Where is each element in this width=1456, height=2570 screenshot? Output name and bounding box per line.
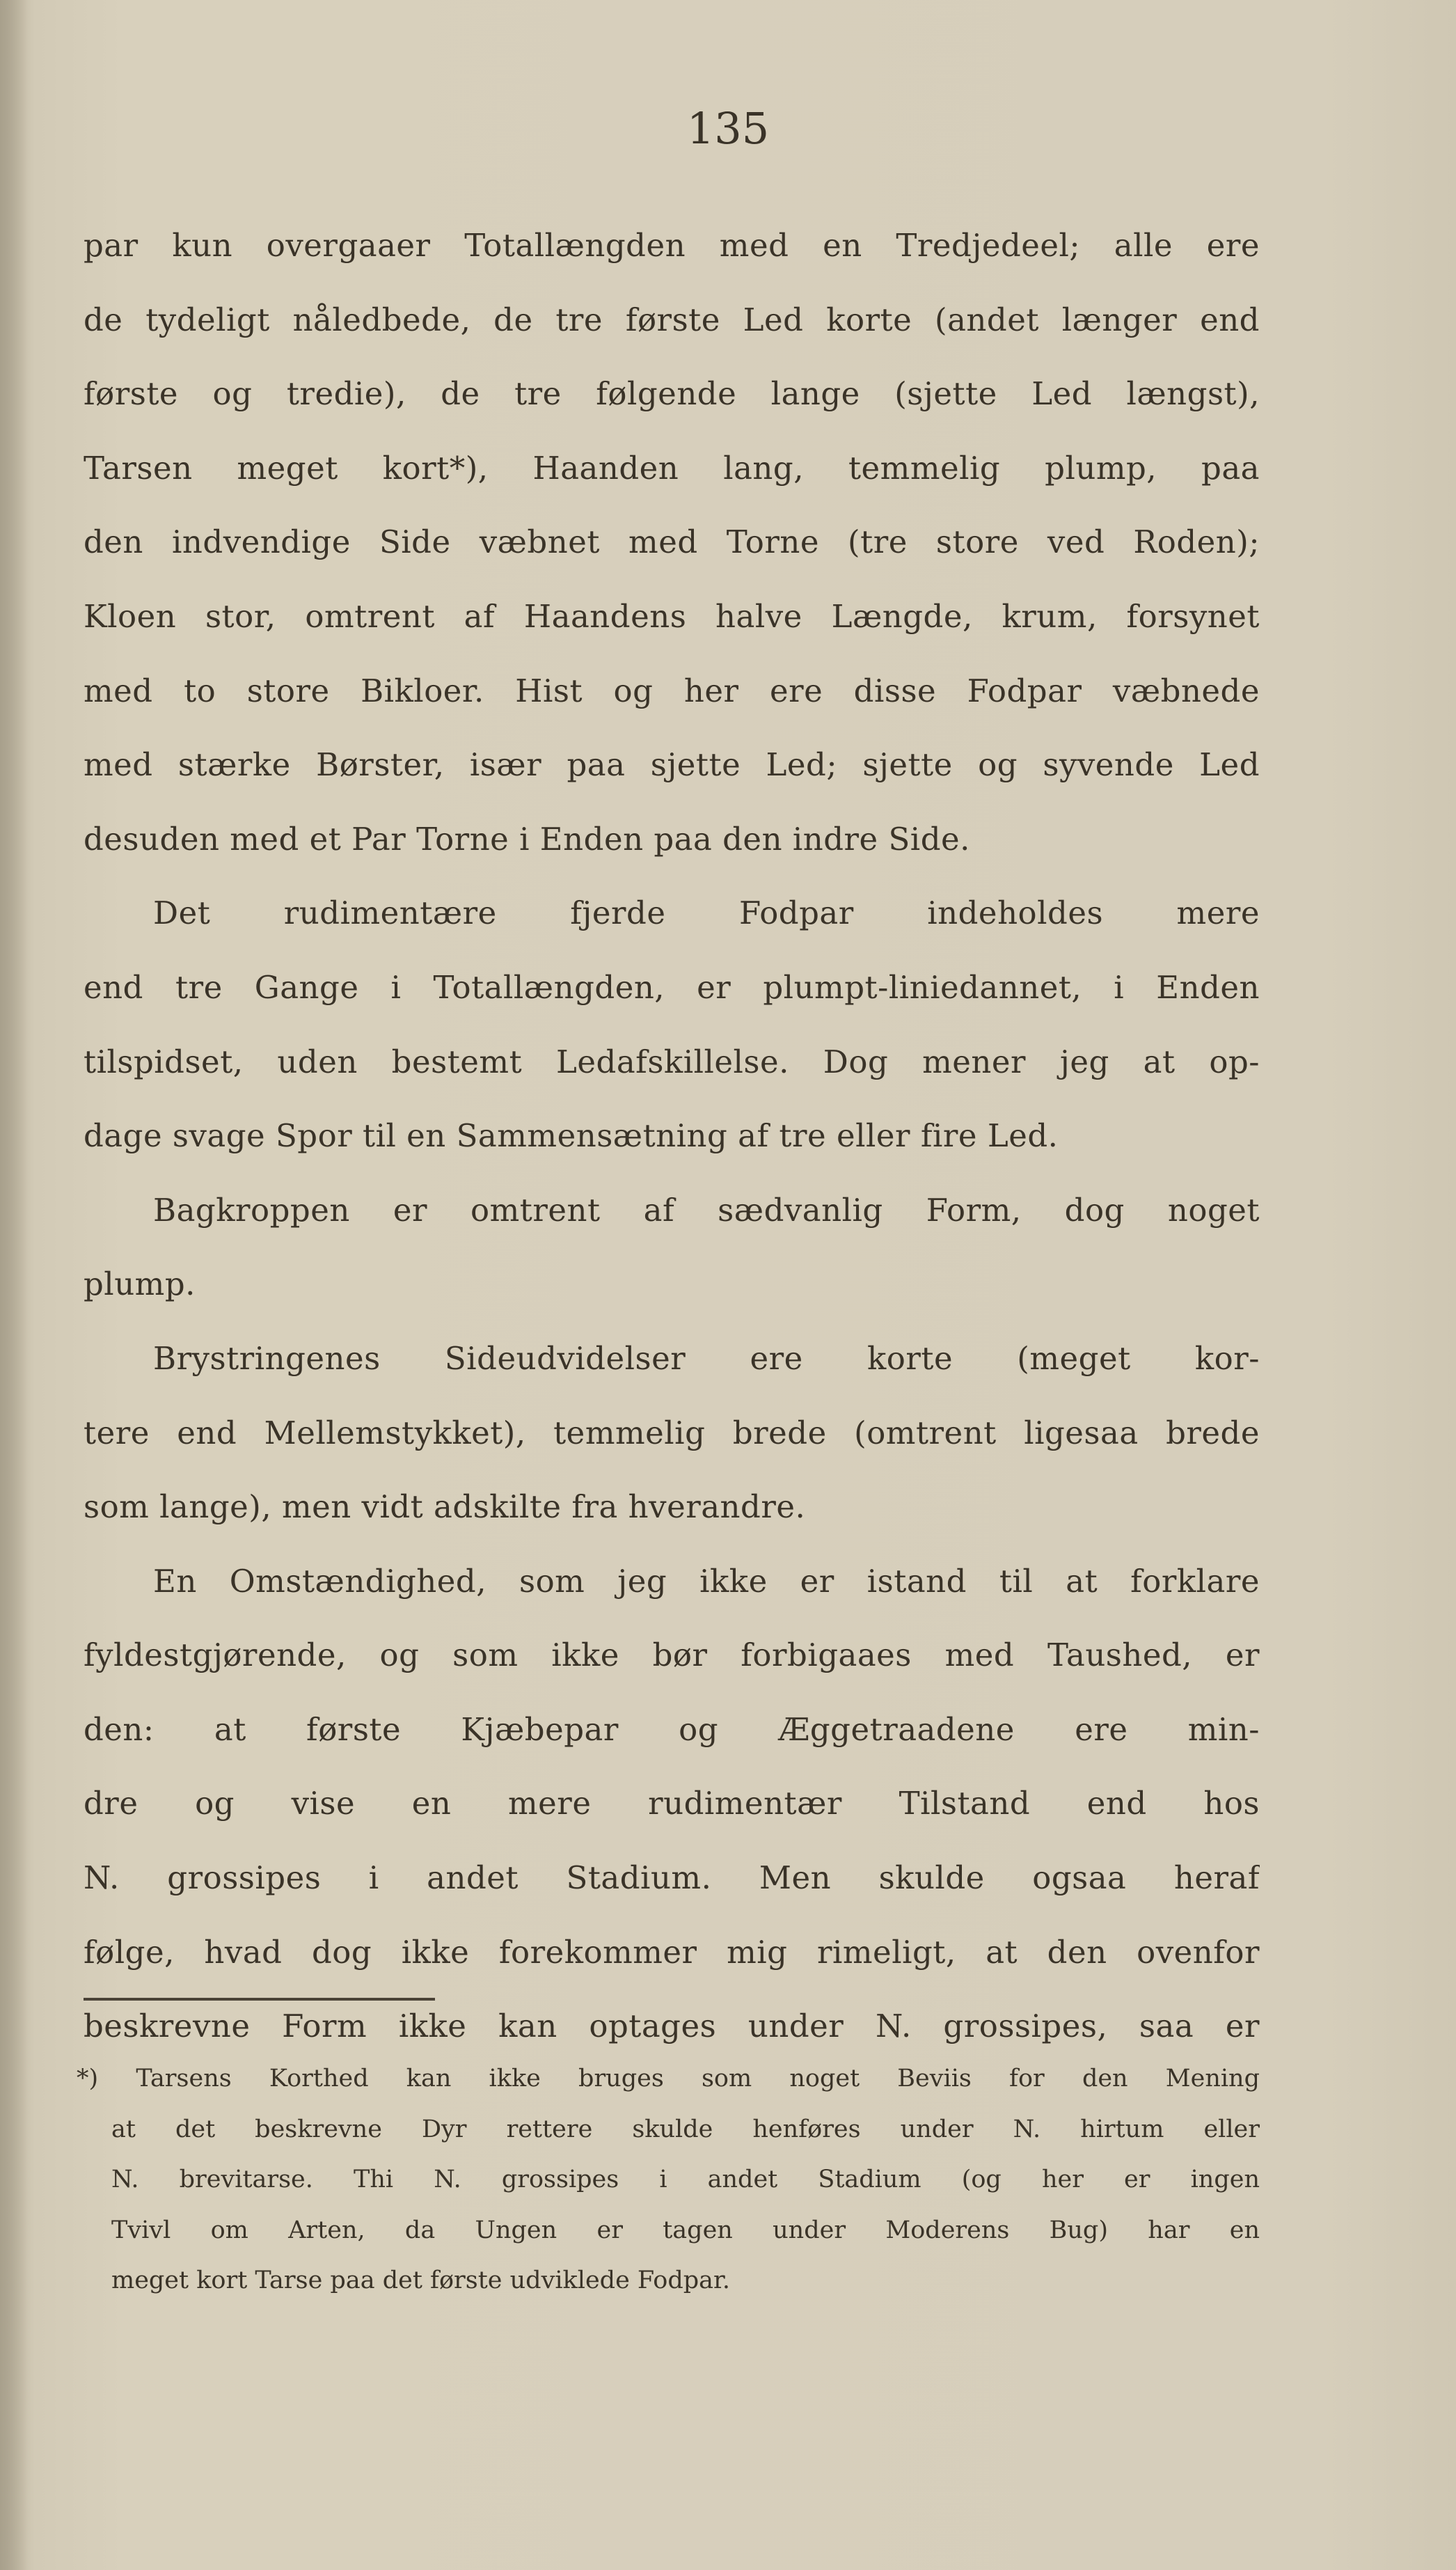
text-line: par kun overgaaer Totallængden med en Tredjedeel; alle ere xyxy=(84,227,1260,264)
text-line: Kloen stor, omtrent af Haandens halve Længde, krum, forsynet xyxy=(84,597,1260,635)
footnote-line: N. brevitarse. Thi N. grossipes i andet Stadium (og her er ingen xyxy=(111,2166,1260,2193)
text-line: Bagkroppen er omtrent af sædvanlig Form, dog noget xyxy=(153,1191,1260,1229)
footnote-line: Tvivl om Arten, da Ungen er tagen under Moderens Bug) har en xyxy=(111,2216,1260,2244)
body-text xyxy=(84,209,1260,2064)
text-line: dre og vise en mere rudimentær Tilstand end hos xyxy=(84,1785,1260,1822)
text-line: En Omstændighed, som jeg ikke er istand til at forklare xyxy=(153,1562,1260,1600)
text-line: N. grossipes i andet Stadium. Men skulde ogsaa heraf xyxy=(84,1859,1260,1897)
text-line: plump. xyxy=(84,1266,196,1303)
footnote-line: meget kort Tarse paa det første udviklede Fodpar. xyxy=(111,2267,731,2294)
footnote-divider xyxy=(84,1998,435,2001)
page-binding-shadow xyxy=(0,0,28,2570)
footnote xyxy=(77,2053,1260,2306)
text-line: tere end Mellemstykket), temmelig brede (omtrent ligesaa brede xyxy=(84,1414,1260,1451)
text-line: desuden med et Par Torne i Enden paa den indre Side. xyxy=(84,820,970,858)
text-line: Tarsen meget kort*), Haanden lang, temmelig plump, paa xyxy=(84,449,1260,487)
text-line: beskrevne Form ikke kan optages under N. grossipes, saa er xyxy=(84,2008,1260,2045)
text-line: med stærke Børster, især paa sjette Led; sjette og syvende Led xyxy=(84,746,1260,784)
text-line: tilspidset, uden bestemt Ledafskillelse. Dog mener jeg at op- xyxy=(84,1043,1260,1080)
text-line: første og tredie), de tre følgende lange (sjette Led længst), xyxy=(84,375,1260,413)
text-line: med to store Bikloer. Hist og her ere disse Fodpar væbnede xyxy=(84,672,1260,709)
page-number: 135 xyxy=(686,103,770,154)
text-line: som lange), men vidt adskilte fra hverandre. xyxy=(84,1488,806,1526)
text-line: de tydeligt nåledbede, de tre første Led korte (andet længer end xyxy=(84,301,1260,338)
footnote-line: *) Tarsens Korthed kan ikke bruges som noget Beviis for den Mening xyxy=(77,2065,1260,2092)
text-line: Brystringenes Sideudvidelser ere korte (meget kor- xyxy=(153,1339,1260,1377)
text-line: følge, hvad dog ikke forekommer mig rimeligt, at den ovenfor xyxy=(84,1933,1260,1971)
text-line: den: at første Kjæbepar og Æggetraadene ere min- xyxy=(84,1710,1260,1748)
text-line: Det rudimentære fjerde Fodpar indeholdes mere xyxy=(153,894,1260,932)
text-line: den indvendige Side væbnet med Torne (tre store ved Roden); xyxy=(84,523,1260,561)
text-line: fyldestgjørende, og som ikke bør forbigaaes med Taushed, er xyxy=(84,1637,1260,1674)
text-line: end tre Gange i Totallængden, er plumpt-liniedannet, i Enden xyxy=(84,968,1260,1006)
footnote-line: at det beskrevne Dyr rettere skulde henføres under N. hirtum eller xyxy=(111,2115,1260,2143)
text-line: dage svage Spor til en Sammensætning af tre eller fire Led. xyxy=(84,1117,1059,1155)
